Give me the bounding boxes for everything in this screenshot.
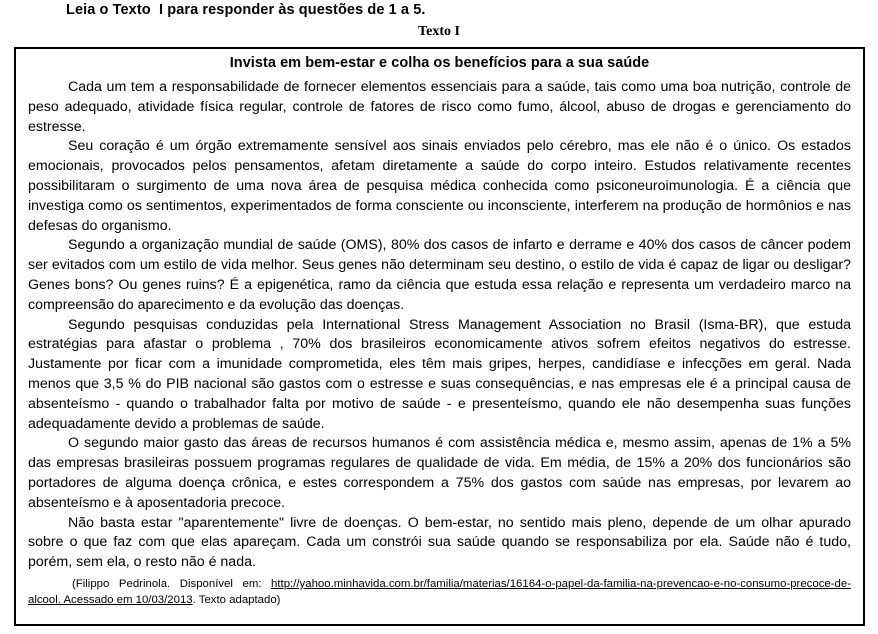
passage-paragraph: Segundo pesquisas conduzidas pela International Stress Management Association no Brasil (Isma-BR), que estuda estratégias para afastar o problema , 70% dos brasileiros economicamente ativos sofrem efeitos negativos do estresse. Justamente por ficar com a imunidade comprometida, eles têm mais gripes, herpes, candidíase e infecções em geral. Nada menos que 3,5 % do PIB nacional são gastos com o estresse e suas consequências, e nas empresas ele é a principal causa de absenteísmo - quando o trabalhador falta por motivo de saúde - e presenteísmo, quando ele não desempenha suas funções adequadamente devido a problemas de saúde. — [28, 316, 851, 432]
passage-paragraph: O segundo maior gasto das áreas de recursos humanos é com assistência médica e, mesmo assim, apenas de 1% a 5% das empresas brasileiras possuem programas regulares de qualidade de vida. Em média, de 15% a 20% dos funcionários são portadores de alguma doença crônica, e estes correspondem a 75% dos gastos com saúde nas empresas, por levarem ao absenteísmo e à aposentadoria precoce. — [28, 435, 851, 511]
source-prefix: (Filippo Pedrinola. Disponível em: — [72, 577, 272, 590]
passage-paragraph: Cada um tem a responsabilidade de fornecer elementos essenciais para a saúde, tais como uma boa nutrição, controle de peso adequado, atividade física regular, controle de fatores de risco como fumo, álcool, abuso de drogas e gerenciamento do estresse. — [28, 79, 851, 135]
text-label: Texto I — [418, 24, 460, 39]
passage-paragraph: Segundo a organização mundial de saúde (OMS), 80% dos casos de infarto e derrame e 40% dos casos de câncer podem ser evitados com um estilo de vida melhor. Seus genes não determinam seu destino, o estilo de vida é capaz de ligar ou desligar? Genes bons? Ou genes ruins? É a epigenética, ramo da ciência que estuda essa relação e representa um verdadeiro marco na compreensão do aparecimento e da evolução das doenças. — [28, 237, 851, 313]
reading-instruction: Leia o Texto I para responder às questões de 1 a 5. — [66, 2, 426, 18]
source-url-link[interactable]: http://yahoo.minhavida.com.br/familia/materias/16164-o-papel-da-familia-na-prevencao-e-no-consumo-precoce-de-alcool. Acessado em 10/03/2013 — [28, 577, 851, 606]
source-suffix: . Texto adaptado) — [192, 593, 281, 606]
passage-source — [28, 576, 851, 608]
passage-paragraph: Não basta estar "aparentemente" livre de doenças. O bem-estar, no sentido mais pleno, depende de um olhar apurado sobre o que faz com que elas apareçam. Cada um constrói sua saúde quando se responsabiliza por ela. Saúde não é tudo, porém, sem ela, o resto não é nada. — [28, 514, 851, 571]
passage-title: Invista em bem-estar e colha os benefícios para a sua saúde — [229, 55, 650, 71]
passage-paragraph: Seu coração é um órgão extremamente sensível aos sinais enviados pelo cérebro, mas ele não é o único. Os estados emocionais, provocados pelos pensamentos, afetam diretamente a saúde do corpo inteiro. Estudos relativamente recentes possibilitaram o surgimento de uma nova área de pesquisa médica conhecida como psiconeuroimunologia. É a ciência que investiga como os sentimentos, experimentados de forma consciente ou inconsciente, interferem na produção de hormônios e nas defesas do organismo. — [28, 138, 851, 234]
text-passage-box — [14, 47, 865, 626]
